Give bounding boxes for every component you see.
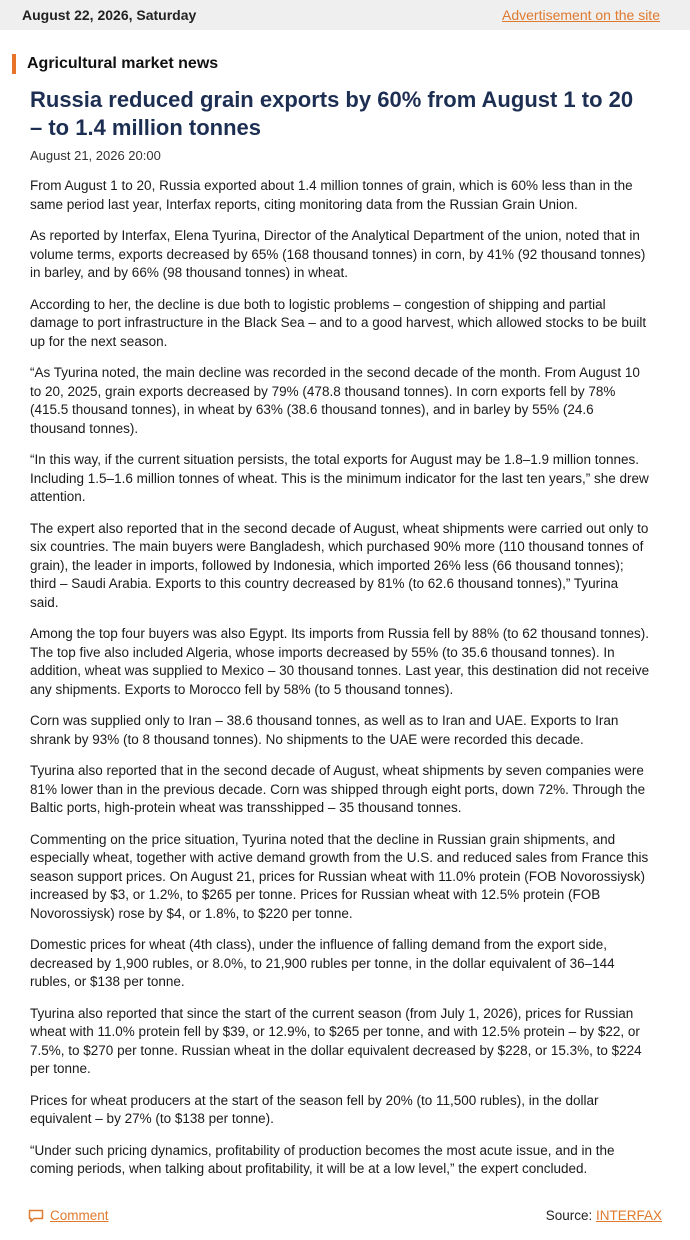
- article-paragraph: According to her, the decline is due both to logistic problems – congestion of shipping and partial damage to port infrastructure in the Black Sea – and to a good harvest, which allowed stocks to be built up for the next season.: [30, 296, 647, 349]
- source-credit: [546, 1208, 662, 1223]
- article-footer: [0, 1208, 690, 1223]
- current-date: August 22, 2026, Saturday: [22, 7, 197, 23]
- article-paragraph: From August 1 to 20, Russia exported about 1.4 million tonnes of grain, which is 60% less than in the same period last year, Interfax reports, citing monitoring data from the Russian Grain Union.: [30, 178, 633, 212]
- article-paragraph: “In this way, if the current situation persists, the total exports for August may be 1.8–1.9 million tonnes. Including 1.5–1.6 million tonnes of wheat. This is the minimum indicator for the last ten years,” she drew attention.: [30, 452, 649, 504]
- article-paragraph: Domestic prices for wheat (4th class), under the influence of falling demand from the export side, decreased by 1,900 rubles, or 8.0%, to 21,900 rubles per tonne, in the dollar equivalent of 36–144 rubles, or $138 per tonne.: [30, 937, 615, 989]
- source-prefix: Source:: [545, 1208, 593, 1223]
- article-paragraph: “Under such pricing dynamics, profitability of production becomes the most acute issue, and in the coming periods, when talking about profitability, it will be at a low level,” the expert concluded.: [30, 1142, 615, 1176]
- advertisement-link[interactable]: Advertisement on the site: [502, 7, 660, 23]
- article-paragraph: The expert also reported that in the second decade of August, wheat shipments were carried out only to six countries. The main buyers were Bangladesh, which purchased 90% more (110 thousand tonnes of grain), the leader in imports, followed by Indonesia, which imported 26% less (66 thousand tonnes); third – Saudi Arabia. Exports to this country decreased by 81% (to 62.6 thousand tonnes),” Tyurina said.: [30, 520, 649, 610]
- article-paragraph: Corn was supplied only to Iran – 38.6 thousand tonnes, as well as to Iran and UAE. Exports to Iran shrank by 93% (to 8 thousand tonnes). No shipments to the UAE were recorded this decade.: [30, 713, 619, 747]
- article-paragraph: “As Tyurina noted, the main decline was recorded in the second decade of the month. From August 10 to 20, 2025, grain exports decreased by 79% (478.8 thousand tonnes). In corn exports fell by 78% (415.5 thousand tonnes), in wheat by 63% (38.6 thousand tonnes), and in barley by 55% (24.6 thousand tonnes).: [30, 365, 640, 436]
- section-heading: Agricultural market news: [12, 54, 690, 74]
- article-paragraph: Tyurina also reported that in the second decade of August, wheat shipments by seven companies were 81% lower than in the previous decade. Corn was shipped through eight ports, down 72%. Through the Baltic ports, high-protein wheat was transshipped – 35 thousand tonnes.: [30, 763, 646, 815]
- article-paragraph: Among the top four buyers was also Egypt. Its imports from Russia fell by 88% (to 62 thousand tonnes). The top five also included Algeria, whose imports decreased by 55% (to 35.6 thousand tonnes). In addition, wheat was supplied to Mexico – 30 thousand tonnes. Last year, this destination did not receive any shipments. Exports to Morocco fell by 58% (to 5 thousand tonnes).: [30, 626, 650, 697]
- article-paragraph: Commenting on the price situation, Tyurina noted that the decline in Russian grain shipments, and especially wheat, together with active demand growth from the U.S. and reduced sales from France this season support prices. On August 21, prices for Russian wheat with 11.0% protein (FOB Novorossiysk) increased by $3, or 1.2%, to $265 per tonne. Prices for Russian wheat with 12.5% protein (FOB Novorossiysk) rose by $4, or 1.8%, to $220 per tonne.: [30, 831, 649, 921]
- article-paragraph: As reported by Interfax, Elena Tyurina, Director of the Analytical Department of the union, noted that in volume terms, exports decreased by 65% (168 thousand tonnes) in corn, by 41% (92 thousand tonnes) in barley, and by 66% (98 thousand tonnes) in wheat.: [30, 228, 646, 280]
- article-paragraph: Tyurina also reported that since the start of the current season (from July 1, 2026), prices for Russian wheat with 11.0% protein fell by $39, or 12.9%, to $265 per tonne, and with 12.5% protein – by $22, or 7.5%, to $270 per tonne. Russian wheat in the dollar equivalent decreased by $228, or 15.3%, to $224 per tonne.: [30, 1005, 642, 1076]
- comment-label: Comment: [50, 1208, 109, 1223]
- article-title: Russia reduced grain exports by 60% from August 1 to 20 – to 1.4 million tonnes: [30, 87, 634, 140]
- publication-date: August 21, 2026 20:00: [30, 148, 161, 163]
- comment-button[interactable]: [28, 1208, 109, 1223]
- article-paragraph: Prices for wheat producers at the start of the season fell by 20% (to 11,500 rubles), in the dollar equivalent – by 27% (to $138 per tonne).: [30, 1092, 599, 1126]
- top-bar: [0, 0, 690, 30]
- speech-bubble-icon: [28, 1209, 44, 1223]
- source-link[interactable]: INTERFAX: [595, 1208, 662, 1223]
- article-body: [30, 177, 650, 1179]
